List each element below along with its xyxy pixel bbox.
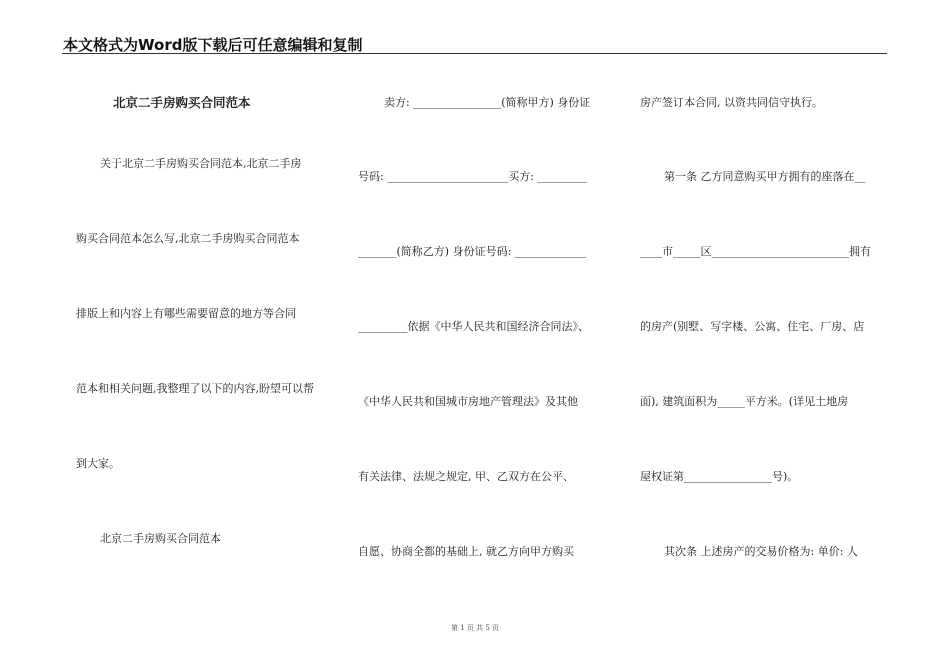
body-line: 第一条 乙方同意购买甲方拥有的座落在__	[664, 170, 866, 183]
body-line: 北京二手房购买合同范本	[100, 532, 221, 545]
document-header-title: 本文格式为Word版下载后可任意编辑和复制	[63, 36, 363, 54]
header-divider	[62, 53, 887, 54]
body-line: 关于北京二手房购买合同范本,北京二手房	[100, 157, 302, 170]
document-title: 北京二手房购买合同范本	[113, 95, 251, 110]
body-line: 有关法律、法规之规定, 甲、乙双方在公平、	[358, 470, 574, 483]
body-line: 的房产(别墅、写字楼、公寓、住宅、厂房、店	[640, 320, 865, 333]
body-line: 面), 建筑面积为_____平方米。(详见土地房	[640, 395, 849, 408]
body-line: 房产签订本合同, 以资共同信守执行。	[640, 96, 823, 109]
body-line: _________依据《中华人民共和国经济合同法》、	[358, 320, 589, 333]
body-line: 《中华人民共和国城市房地产管理法》及其他	[358, 395, 578, 408]
body-line: 排版上和内容上有哪些需要留意的地方等合同	[76, 307, 296, 320]
body-line: ____市_____区_________________________拥有	[640, 245, 871, 258]
body-line: 卖方: ________________(简称甲方) 身份证	[384, 96, 591, 109]
body-line: _______(简称乙方) 身份证号码: _____________	[358, 245, 587, 258]
body-line: 屋权证第________________号)。	[640, 470, 799, 483]
body-line: 购买合同范本怎么写,北京二手房购买合同范本	[76, 232, 300, 245]
body-line: 其次条 上述房产的交易价格为: 单价: 人	[664, 545, 858, 558]
body-line: 号码: ______________________买方: _________	[358, 170, 587, 183]
body-line: 自愿、协商全都的基础上, 就乙方向甲方购买	[358, 545, 574, 558]
page-number: 第 1 页 共 5 页	[450, 624, 500, 632]
body-line: 到大家。	[76, 457, 120, 470]
body-line: 范本和相关问题,我整理了以下的内容,盼望可以帮	[76, 382, 314, 395]
